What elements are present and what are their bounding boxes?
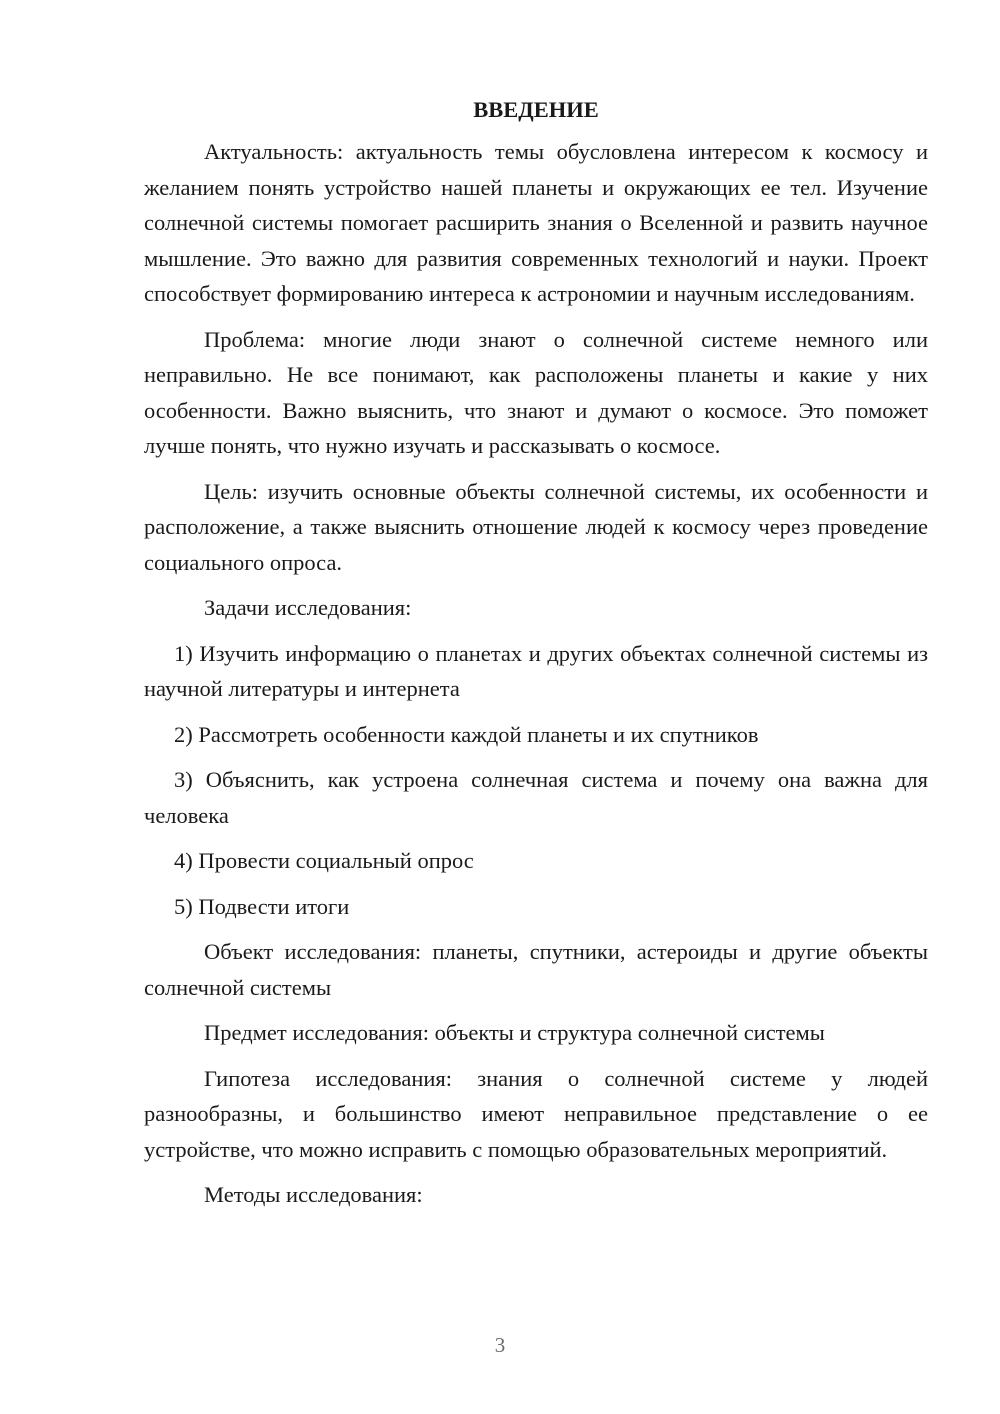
task-item-2: 2) Рассмотреть особенности каждой планеты и их спутников xyxy=(174,721,759,747)
document-page xyxy=(144,92,928,1213)
paragraph-hypothesis: Гипотеза исследования: знания о солнечной системе у людей разнообразны, и большинство имеют неправильное представление о ее устройстве, что можно исправить с помощью образовательных мероприятий. xyxy=(144,1065,928,1162)
paragraph-subject: Предмет исследования: объекты и структура солнечной системы xyxy=(204,1020,825,1045)
paragraph-tasks-heading: Задачи исследования: xyxy=(204,595,412,620)
paragraph-goal: Цель: изучить основные объекты солнечной системы, их особенности и расположение, а также выяснить отношение людей к космосу через проведение социального опроса. xyxy=(144,478,928,575)
paragraph-methods: Методы исследования: xyxy=(204,1182,423,1207)
task-item-4: 4) Провести социальный опрос xyxy=(174,848,474,873)
paragraph-problem: Проблема: многие люди знают о солнечной системе немного или неправильно. Не все понимают, как расположены планеты и какие у них особенности. Важно выяснить, что знают и думают о космосе. Это поможет лучше понять, что нужно изучать и рассказывать о космосе. xyxy=(144,326,928,458)
task-item-1: 1) Изучить информацию о планетах и других объектах солнечной системы из научной литературы и интернета xyxy=(144,640,928,701)
task-item-5: 5) Подвести итоги xyxy=(174,893,350,919)
paragraph-object: Объект исследования: планеты, спутники, астероиды и другие объекты солнечной системы xyxy=(144,939,928,1000)
paragraph-relevance: Актуальность: актуальность темы обусловлена интересом к космосу и желанием понять устройство нашей планеты и окружающих ее тел. Изучение солнечной системы помогает расширить знания о Вселенной и развить научное мышление. Это важно для развития современных технологий и науки. Проект способствует формированию интереса к астрономии и научным исследованиям. xyxy=(144,139,928,306)
task-item-3: 3) Объяснить, как устроена солнечная система и почему она важна для человека xyxy=(144,767,928,828)
page-title: ВВЕДЕНИЕ xyxy=(473,97,599,122)
page-number: 3 xyxy=(494,1333,506,1357)
